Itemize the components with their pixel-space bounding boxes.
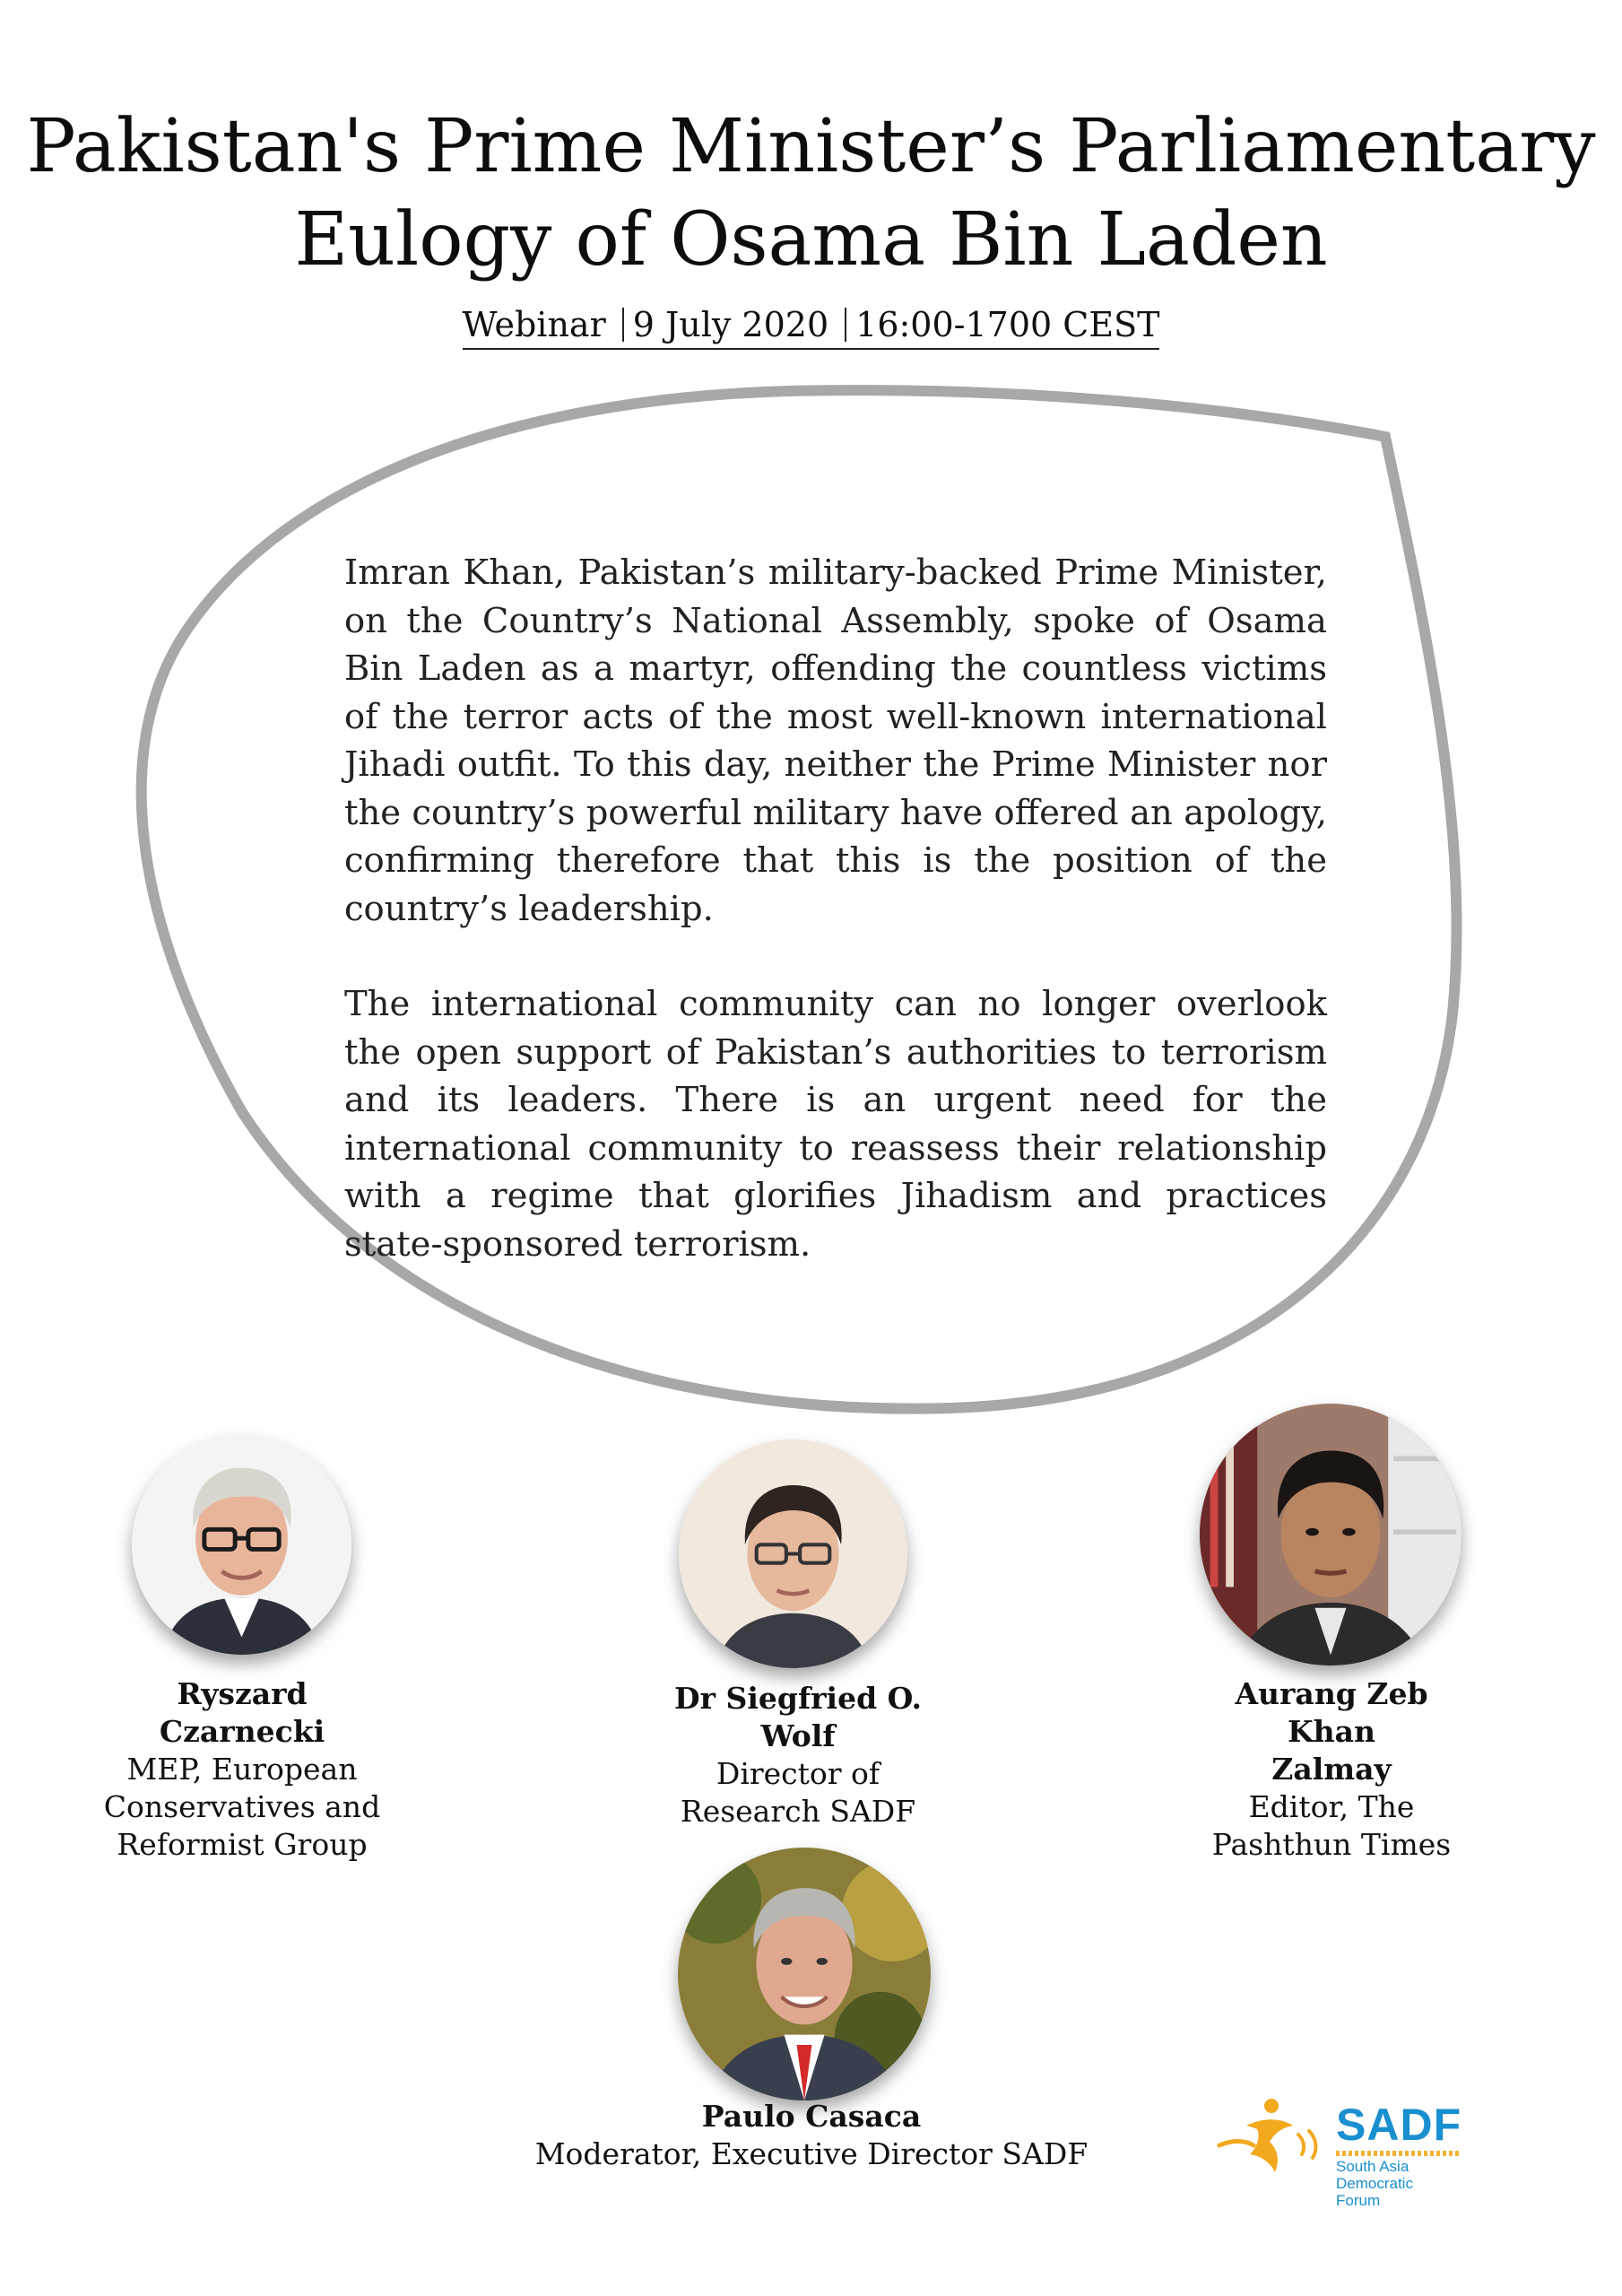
speaker-role-line: Editor, The (1248, 1789, 1415, 1824)
speaker-name: Ryszard Czarnecki (159, 1676, 325, 1749)
portrait-image (1200, 1404, 1462, 1665)
speaker-name-line: Aurang Zeb Khan (1235, 1676, 1428, 1749)
speaker-photo-zalmay (1200, 1404, 1462, 1665)
title-line-1: Pakistan's Prime Minister’s Parliamentary (26, 104, 1596, 189)
speaker-role-line: Conservatives and (103, 1789, 381, 1824)
speaker-casaca (502, 2098, 1121, 2173)
logo-subtitle-line: Democratic (1336, 2175, 1413, 2192)
speaker-role-line: Research SADF (680, 1794, 916, 1829)
portrait-image (679, 1439, 907, 1668)
portrait-image (678, 1848, 931, 2100)
speaker-photo-casaca (678, 1848, 931, 2100)
speaker-name-line: Wolf (760, 1718, 836, 1753)
logo-subtitle-line: Forum (1336, 2192, 1381, 2209)
description-paragraph-1: Imran Khan, Pakistan’s military-backed Prime Minister, on the Country’s National Assembly, spoke of Osama Bin Laden as a martyr, offending the countless victims of the terror acts of the most well-known international Jihadi outfit. To this day, neither the Prime Minister nor the country’s powerful military have offered an apology, confirming therefore that this is the position of the country’s leadership. (344, 552, 1327, 929)
speaker-role-line: Reformist Group (117, 1827, 368, 1862)
event-type: Webinar (462, 305, 606, 344)
logo-subtitle (1336, 2158, 1479, 2209)
description-text (344, 549, 1327, 1316)
title-line-2: Eulogy of Osama Bin Laden (294, 197, 1328, 283)
logo-subtitle-line: South Asia (1336, 2158, 1409, 2175)
speaker-name: Paulo Casaca (701, 2099, 922, 2134)
event-date: 9 July 2020 (632, 305, 829, 344)
speaker-role-line: MEP, European (126, 1752, 358, 1787)
portrait-image (132, 1435, 351, 1655)
speaker-wolf (668, 1680, 928, 1831)
speaker-role-line: Pashthun Times (1211, 1827, 1452, 1862)
speaker-czarnecki (90, 1675, 395, 1864)
speaker-name-line: Dr Siegfried O. (674, 1681, 922, 1716)
logo-divider (1336, 2151, 1462, 2156)
speaker-role: Moderator, Executive Director SADF (534, 2136, 1089, 2171)
speaker-photo-wolf (679, 1439, 907, 1668)
speaker-name-line: Zalmay (1271, 1752, 1392, 1787)
logo-acronym: SADF (1336, 2100, 1462, 2150)
event-time: 16:00-1700 CEST (855, 305, 1160, 344)
speaker-photo-czarnecki (132, 1435, 351, 1655)
speaker-role-line: Director of (716, 1756, 880, 1791)
speaker-zalmay (1193, 1675, 1470, 1864)
description-paragraph-2: The international community can no longer overlook the open support of Pakistan’s authorities to terrorism and its leaders. There is an urgent need for the international community to reassess their relationship with a regime that glorifies Jihadism and practices state-sponsored terrorism. (344, 984, 1327, 1265)
